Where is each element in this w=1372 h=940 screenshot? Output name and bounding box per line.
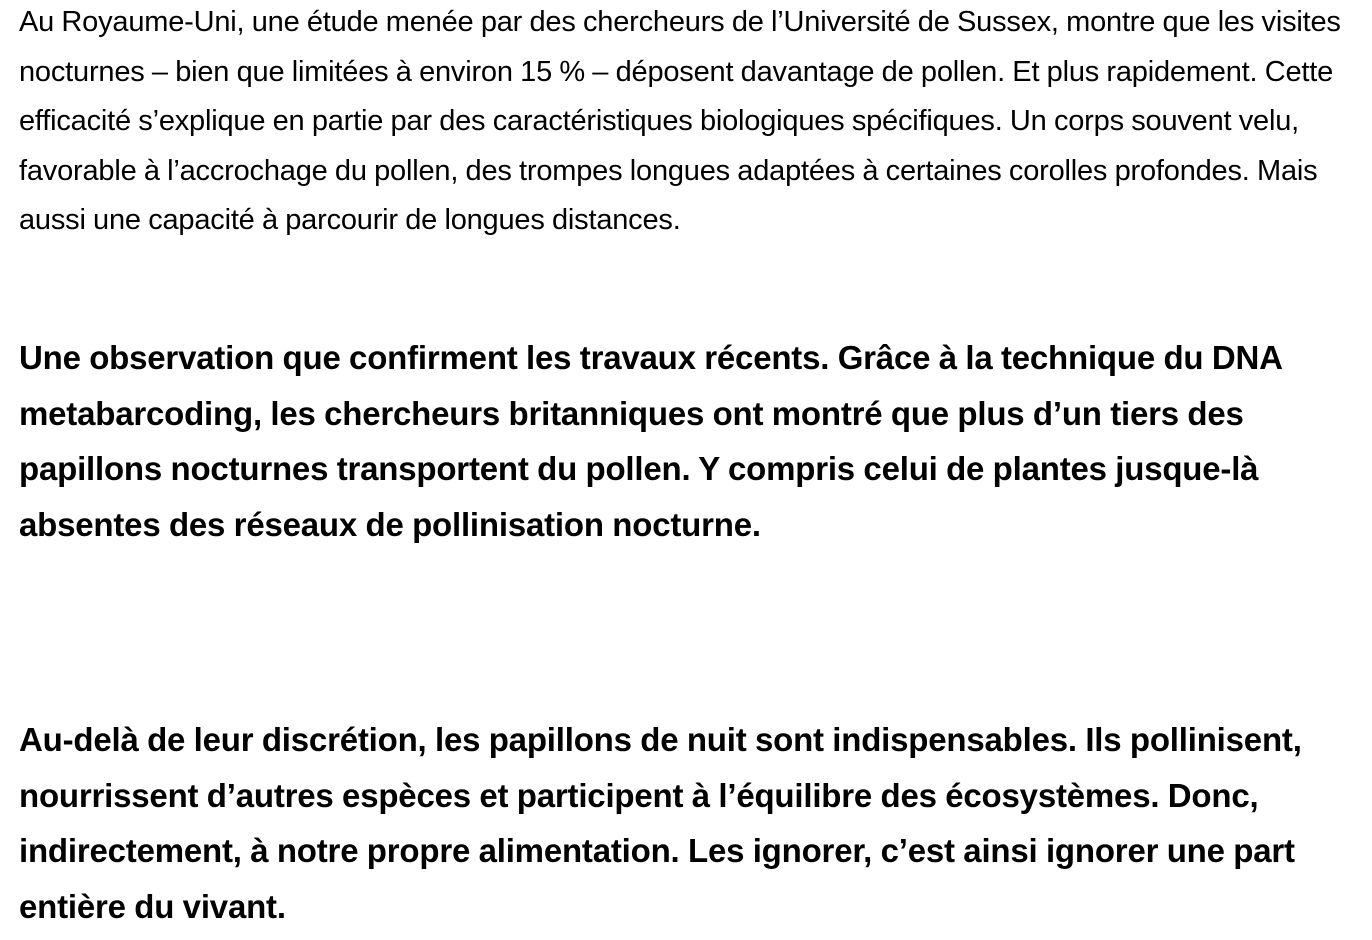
article-paragraph-conclusion: Au-delà de leur discrétion, les papillons de nuit sont indispensables. Ils pollinisent, nourrissent d’autres espèces et participent à l’équilibre des écosystèmes. Donc, indirectement, à notre propre alimentation. Les ignorer, c’est ainsi ignorer une part entière du vivant.: [19, 721, 1302, 925]
article-paragraph-dna-metabarcoding: Une observation que confirment les travaux récents. Grâce à la technique du DNA metabarcoding, les chercheurs britanniques ont montré que plus d’un tiers des papillons nocturnes transportent du pollen. Y compris celui de plantes jusque-là absentes des réseaux de pollinisation nocturne.: [19, 339, 1282, 543]
article-paragraph-pollination-study: Au Royaume-Uni, une étude menée par des chercheurs de l’Université de Sussex, montre que les visites nocturnes – bien que limitées à environ 15 % – déposent davantage de pollen. Et plus rapidement. Cette efficacité s’explique en partie par des caractéristiques biologiques spécifiques. Un corps souvent velu, favorable à l’accrochage du pollen, des trompes longues adaptées à certaines corolles profondes. Mais aussi une capacité à parcourir de longues distances.: [19, 6, 1341, 236]
